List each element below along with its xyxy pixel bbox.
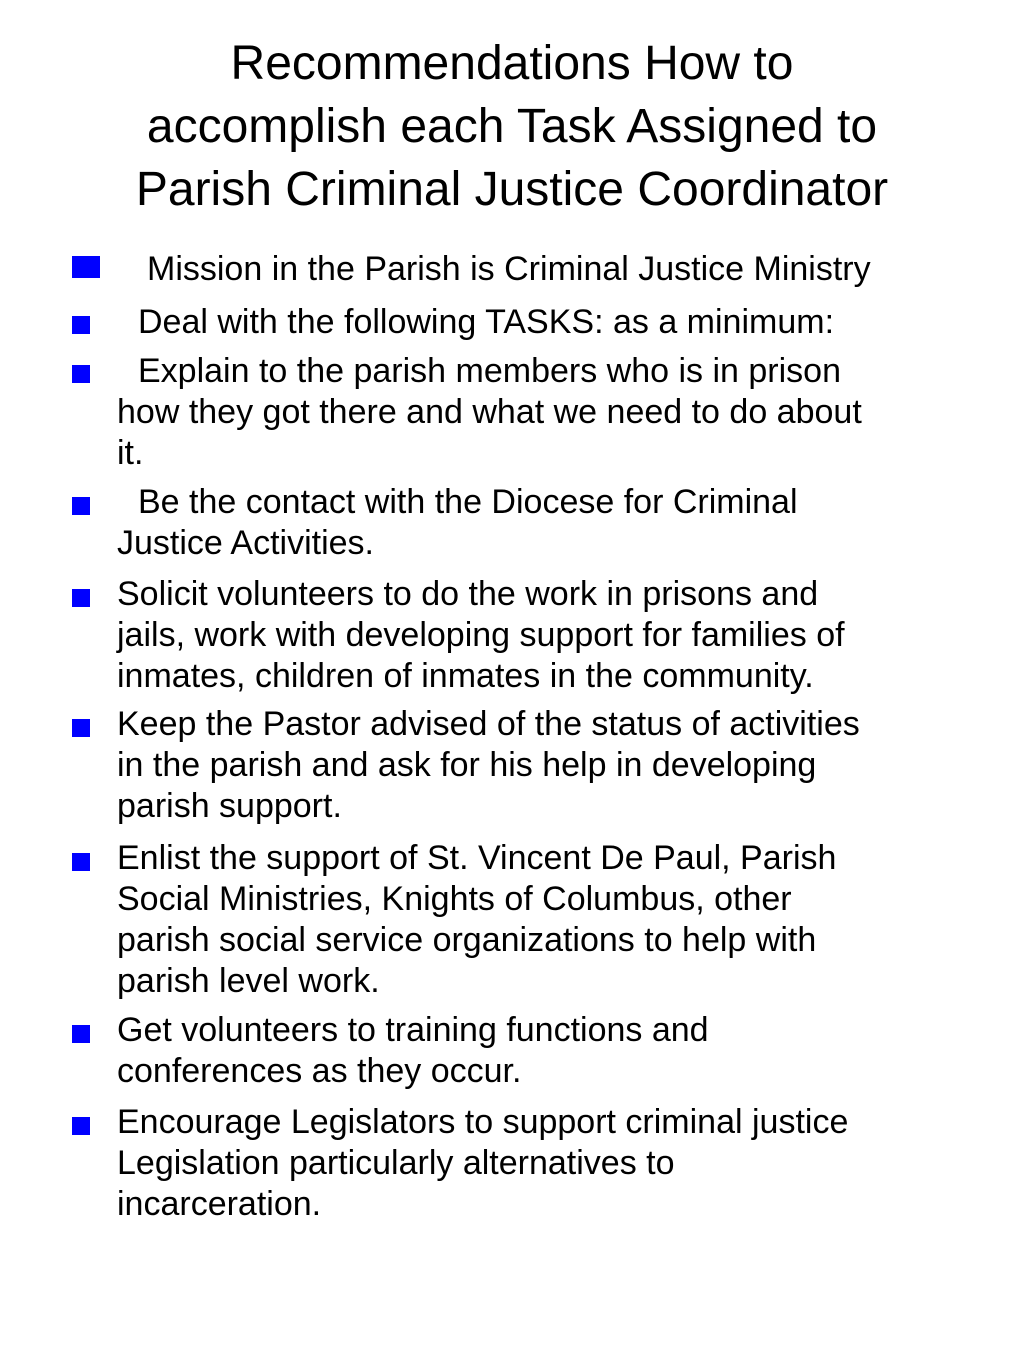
bullet-line: Legislation particularly alternatives to (117, 1144, 675, 1182)
bullet-line: jails, work with developing support for families of (117, 616, 845, 654)
square-bullet-icon (72, 1025, 90, 1043)
title-line: Parish Criminal Justice Coordinator (135, 163, 889, 216)
bullet-line: Be the contact with the Diocese for Criminal (138, 483, 798, 521)
bullet-line: inmates, children of inmates in the community. (117, 657, 814, 695)
square-bullet-icon (72, 719, 90, 737)
bullet-line: parish social service organizations to help with (117, 921, 817, 959)
title-line: Recommendations How to (230, 37, 794, 90)
bullet-line: parish level work. (117, 962, 380, 1000)
title-line: accomplish each Task Assigned to (146, 100, 878, 153)
square-bullet-icon (72, 256, 100, 278)
square-bullet-icon (72, 853, 90, 871)
square-bullet-icon (72, 589, 90, 607)
bullet-text (117, 574, 977, 697)
bullet-text (117, 1010, 977, 1092)
bullet-text (147, 249, 977, 290)
square-bullet-icon (72, 316, 90, 334)
bullet-line: in the parish and ask for his help in developing (117, 746, 817, 784)
bullet-line: conferences as they occur. (117, 1052, 522, 1090)
bullet-line: Keep the Pastor advised of the status of activities (117, 705, 860, 743)
bullet-line: Get volunteers to training functions and (117, 1011, 709, 1049)
bullet-line: Explain to the parish members who is in prison (138, 352, 841, 390)
bullet-line: Enlist the support of St. Vincent De Paul, Parish (117, 839, 837, 877)
bullet-line: Mission in the Parish is Criminal Justice Ministry (147, 250, 871, 288)
bullet-line: parish support. (117, 787, 342, 825)
bullet-text (117, 351, 977, 474)
bullet-text (117, 704, 977, 827)
bullet-line: Social Ministries, Knights of Columbus, other (117, 880, 792, 918)
square-bullet-icon (72, 1117, 90, 1135)
bullet-line: Solicit volunteers to do the work in prisons and (117, 575, 819, 613)
bullet-text (117, 1102, 977, 1225)
bullet-line: it. (117, 434, 144, 472)
bullet-text (117, 838, 977, 1002)
bullet-line: how they got there and what we need to do about (117, 393, 862, 431)
bullet-text (117, 302, 977, 343)
bullet-text (117, 482, 977, 564)
square-bullet-icon (72, 365, 90, 383)
bullet-line: Justice Activities. (117, 524, 374, 562)
bullet-line: Deal with the following TASKS: as a minimum: (138, 303, 835, 341)
bullet-line: incarceration. (117, 1185, 322, 1223)
bullet-line: Encourage Legislators to support criminal justice (117, 1103, 849, 1141)
square-bullet-icon (72, 497, 90, 515)
